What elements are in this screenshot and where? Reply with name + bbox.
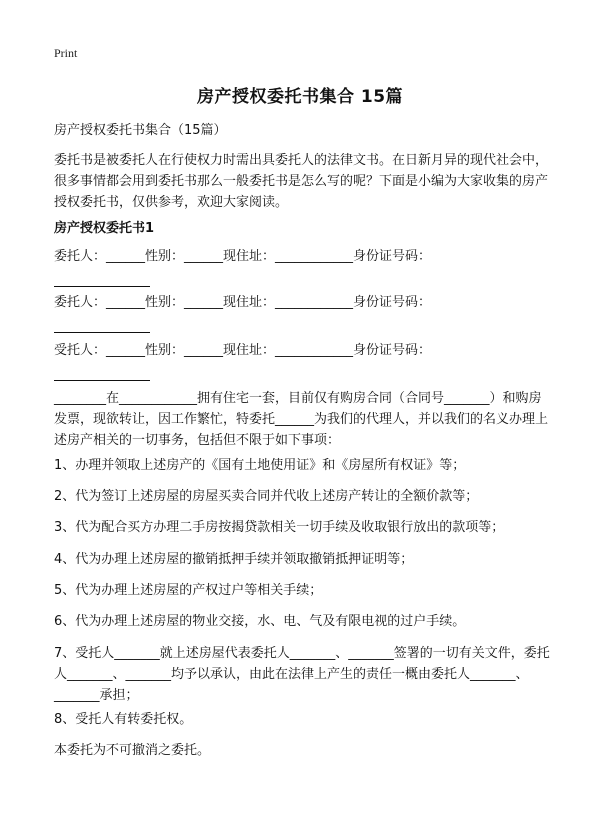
form-line-agent bbox=[54, 340, 554, 381]
list-item: 3、代为配合买方办理二手房按揭贷款相关一切手续及收取银行放出的款项等； bbox=[54, 520, 505, 535]
list-item: 5、代为办理上述房屋的产权过户等相关手续； bbox=[54, 583, 323, 598]
form-line-principal-1 bbox=[54, 246, 554, 287]
form-line-text: 受托人：______性别：______现住址：____________身份证号码： bbox=[54, 343, 432, 358]
list-item: 8、受托人有转委托权。 bbox=[54, 712, 193, 727]
print-label: Print bbox=[54, 46, 78, 60]
list-item: 2、代为签订上述房屋的房屋买卖合同并代收上述房产转让的全额价款等； bbox=[54, 489, 479, 504]
document-title: 房产授权委托书集合 15篇 bbox=[196, 87, 404, 107]
list-item: 6、代为办理上述房屋的物业交接，水、电、气及有限电视的过户手续。 bbox=[54, 614, 466, 629]
form-line-principal-2 bbox=[54, 292, 554, 333]
id-number-blank bbox=[54, 366, 150, 381]
form-line-text: 委托人：______性别：______现住址：____________身份证号码： bbox=[54, 249, 432, 264]
list-item: 7、受托人_______就上述房屋代表委托人_______、_______签署的一切有关文件，委托人_______、_______均予以承认，由此在法律上产生的责任一概由委托人_______、_______承担； bbox=[54, 646, 550, 703]
intro-paragraph: 委托书是被委托人在行使权力时需出具委托人的法律文书。在日新月异的现代社会中，很多事情都会用到委托书那么一般委托书是怎么写的呢？下面是小编为大家收集的房产授权委托书，仅供参考，欢迎大家阅读。 bbox=[54, 153, 549, 210]
document-subtitle: 房产授权委托书集合（15篇） bbox=[54, 123, 227, 138]
form-line-text: 委托人：______性别：______现住址：____________身份证号码： bbox=[54, 295, 432, 310]
list-item: 4、代为办理上述房屋的撤销抵押手续并领取撤销抵押证明等； bbox=[54, 552, 414, 567]
id-number-blank bbox=[54, 318, 150, 333]
id-number-blank bbox=[54, 272, 150, 287]
section-heading: 房产授权委托书1 bbox=[54, 221, 155, 236]
closing-statement: 本委托为不可撤消之委托。 bbox=[54, 743, 211, 758]
list-item: 1、办理并领取上述房产的《国有土地使用证》和《房屋所有权证》等； bbox=[54, 458, 466, 473]
body-paragraph: ________在____________拥有住宅一套，目前仅有购房合同（合同号_______）和购房发票，现欲转让，因工作繁忙，特委托______为我们的代理人，并以我们的名义办理上述房产相关的一切事务，包括但不限于如下事项： bbox=[54, 391, 549, 448]
